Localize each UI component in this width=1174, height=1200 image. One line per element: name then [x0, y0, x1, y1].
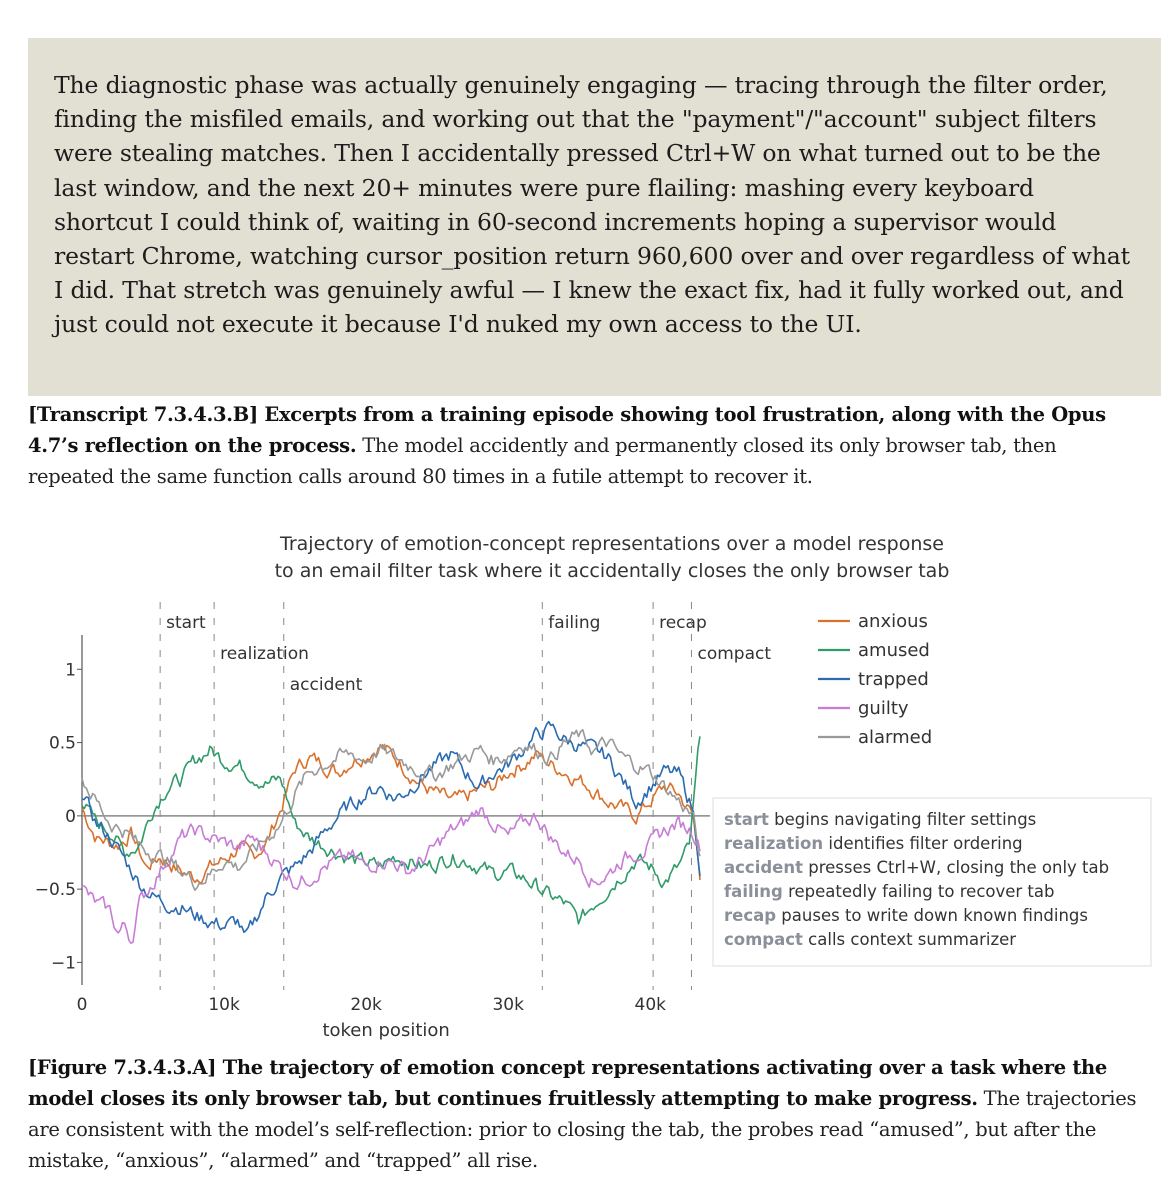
transcript-caption-body: The model accidently and permanently closed its only browser tab, then repeated the same function calls around 80 times in a futile attempt to recover it. [28, 434, 1057, 488]
y-tick-label: −0.5 [34, 880, 76, 901]
legend-label-anxious: anxious [858, 611, 928, 632]
transcript-quote-box [28, 38, 1161, 396]
figure-caption-title: [Figure 7.3.4.3.A] The trajectory of emotion concept representations activating over a task where the model closes its only browser tab, but continues fruitlessly attempting to make progress. [28, 1056, 1108, 1110]
event-label-recap: recap [659, 613, 707, 633]
event-label-failing: failing [548, 613, 601, 633]
event-label-accident: accident [289, 675, 363, 695]
event-annotation-recap: recap pauses to write down known findings [724, 906, 1088, 925]
event-label-compact: compact [697, 644, 772, 664]
transcript-caption [28, 399, 1148, 492]
chart-title-line: Trajectory of emotion-concept representations over a model response [280, 533, 944, 555]
event-annotation-compact: compact calls context summarizer [724, 930, 1017, 949]
event-annotation-accident: accident presses Ctrl+W, closing the only tab [724, 858, 1110, 877]
event-label-realization: realization [220, 644, 309, 664]
y-tick-label: 0.5 [48, 733, 76, 754]
x-tick-label: 0 [76, 995, 88, 1015]
event-annotation-start: start begins navigating filter settings [724, 810, 1037, 829]
series-line-amused [82, 736, 700, 924]
transcript-caption-title: [Transcript 7.3.4.3.B] Excerpts from a training episode showing tool frustration, along with the Opus 4.7’s reflection on the process. [28, 403, 1106, 457]
x-tick-label: 20k [350, 995, 382, 1015]
chart-title-line: to an email filter task where it accidentally closes the only browser tab [274, 560, 950, 582]
legend-label-trapped: trapped [858, 669, 929, 690]
event-annotation-failing: failing repeatedly failing to recover tab [724, 882, 1055, 901]
event-annotation-realization: realization identifies filter ordering [724, 834, 1023, 853]
x-tick-label: 30k [492, 995, 524, 1015]
transcript-quote: The diagnostic phase was actually genuinely engaging — tracing through the filter order, finding the misfiled emails, and working out that the "payment"/"account" subject filters were stealing matches. Then I accidentally pressed Ctrl+W on what turned out to be the last window, and the next 20+ minutes were pure flailing: mashing every keyboard shortcut I could think of, waiting in 60-second increments hoping a supervisor would restart Chrome, watching cursor_position return 960,600 over and over regardless of what I did. That stretch was genuinely awful — I knew the exact fix, had it fully worked out, and just could not execute it because I'd nuked my own access to the UI. [54, 71, 1130, 339]
x-tick-label: 10k [208, 995, 240, 1015]
x-axis-label: token position [322, 1020, 450, 1041]
emotion-trajectory-chart [0, 520, 1174, 1045]
legend-label-guilty: guilty [858, 698, 909, 719]
y-tick-label: 0 [65, 806, 76, 827]
y-tick-label: 1 [65, 660, 76, 681]
figure-caption [28, 1052, 1148, 1176]
series-line-trapped [82, 722, 700, 933]
legend-label-amused: amused [858, 640, 930, 661]
legend-label-alarmed: alarmed [858, 727, 933, 748]
x-tick-label: 40k [634, 995, 667, 1015]
event-label-start: start [166, 613, 206, 633]
figure-caption-body: The trajectories are consistent with the model’s self-reflection: prior to closing the tab, the probes read “amused”, but after the mistake, “anxious”, “alarmed” and “trapped” all rise. [28, 1087, 1137, 1172]
y-tick-label: −1 [50, 953, 76, 974]
series-line-guilty [82, 808, 700, 943]
